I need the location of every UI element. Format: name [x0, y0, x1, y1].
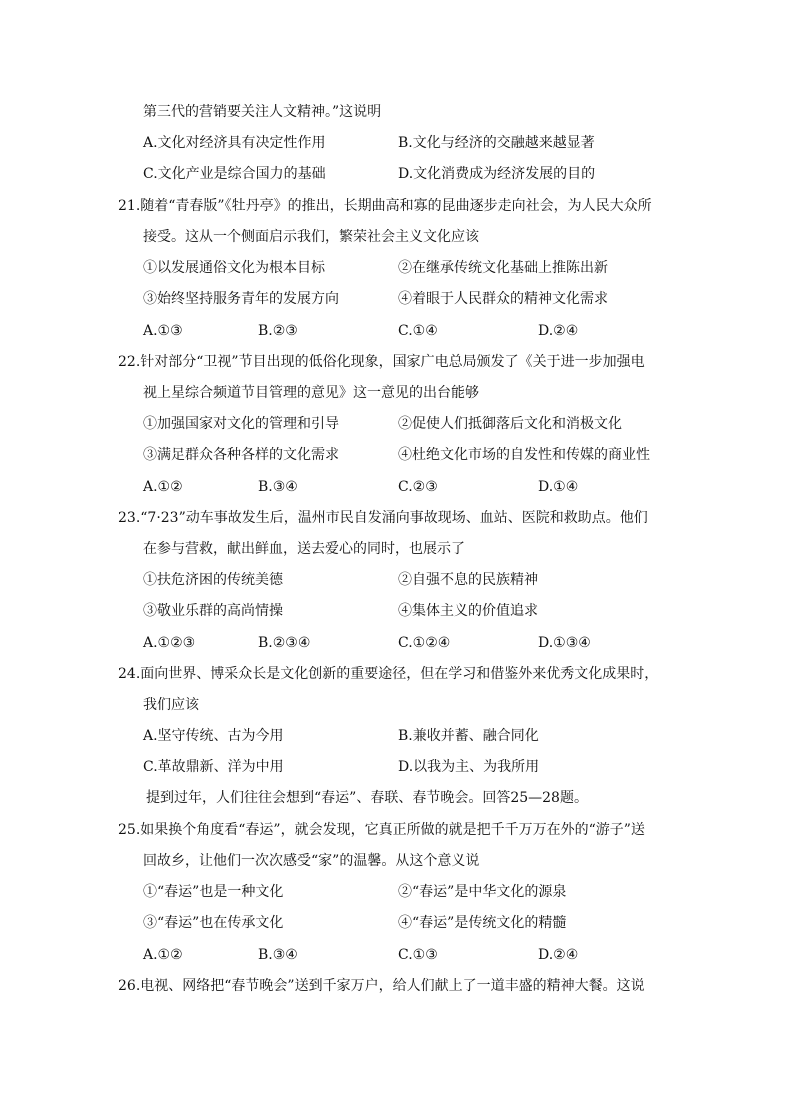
question-23-stem-cont: 在参与营救，献出鲜血，送去爱心的同时，也展示了 — [143, 541, 465, 557]
q21-option-c: C.①④ — [398, 323, 438, 339]
section-intro: 提到过年，人们往往会想到“春运”、春联、春节晚会。回答25—28题。 — [146, 790, 588, 806]
q25-option-d: D.②④ — [538, 947, 579, 963]
q23-option-b: B.②③④ — [258, 635, 311, 651]
question-24-stem: 24.面向世界、博采众长是文化创新的重要途径，但在学习和借鉴外来优秀文化成果时， — [118, 666, 659, 682]
q25-item-4: ④“春运”是传统文化的精髓 — [398, 915, 567, 931]
question-21-stem: 21.随着“青春版”《牡丹亭》的推出，长期曲高和寡的昆曲逐步走向社会，为人民大众所 — [118, 198, 652, 214]
q23-item-1: ①扶危济困的传统美德 — [143, 572, 283, 588]
q25-item-2: ②“春运”是中华文化的源泉 — [398, 884, 567, 900]
q23-option-d: D.①③④ — [538, 635, 591, 651]
q25-option-c: C.①③ — [398, 947, 438, 963]
q23-option-a: A.①②③ — [143, 635, 196, 651]
q24-option-c: C.革故鼎新、洋为中用 — [143, 759, 284, 775]
question-20-continuation: 第三代的营销要关注人文精神。”这说明 — [143, 104, 382, 120]
question-25-stem: 25.如果换个角度看“春运”，就会发现，它真正所做的就是把千千万万在外的“游子”送 — [118, 822, 645, 838]
q22-option-d: D.①④ — [538, 479, 579, 495]
q21-option-d: D.②④ — [538, 323, 579, 339]
q20-option-c: C.文化产业是综合国力的基础 — [143, 166, 326, 182]
q21-option-a: A.①③ — [143, 323, 183, 339]
q20-option-d: D.文化消费成为经济发展的目的 — [398, 166, 596, 182]
q23-item-3: ③敬业乐群的高尚情操 — [143, 603, 283, 619]
q25-option-a: A.①② — [143, 947, 183, 963]
question-22-stem-cont: 视上星综合频道节目管理的意见》这一意见的出台能够 — [143, 385, 479, 401]
q21-item-3: ③始终坚持服务青年的发展方向 — [143, 291, 339, 307]
q23-item-2: ②自强不息的民族精神 — [398, 572, 538, 588]
q21-option-b: B.②③ — [258, 323, 298, 339]
q22-item-3: ③满足群众各种各样的文化需求 — [143, 447, 339, 463]
q21-item-2: ②在继承传统文化基础上推陈出新 — [398, 260, 608, 276]
q20-option-a: A.文化对经济具有决定性作用 — [143, 135, 326, 151]
q20-option-b: B.文化与经济的交融越来越显著 — [398, 135, 595, 151]
q25-option-b: B.③④ — [258, 947, 298, 963]
q24-option-b: B.兼收并蓄、融合同化 — [398, 728, 539, 744]
q25-item-1: ①“春运”也是一种文化 — [143, 884, 284, 900]
q22-option-b: B.③④ — [258, 479, 298, 495]
question-26-stem: 26.电视、网络把“春节晚会”送到千家万户，给人们献上了一道丰盛的精神大餐。这说 — [118, 978, 645, 994]
q21-item-4: ④着眼于人民群众的精神文化需求 — [398, 291, 608, 307]
q22-item-2: ②促使人们抵御落后文化和消极文化 — [398, 416, 622, 432]
q25-item-3: ③“春运”也在传承文化 — [143, 915, 284, 931]
q24-option-d: D.以我为主、为我所用 — [398, 759, 540, 775]
q21-item-1: ①以发展通俗文化为根本目标 — [143, 260, 325, 276]
q22-option-a: A.①② — [143, 479, 183, 495]
question-24-stem-cont: 我们应该 — [143, 697, 199, 713]
question-22-stem: 22.针对部分“卫视”节目出现的低俗化现象，国家广电总局颁发了《关于进一步加强电 — [118, 354, 645, 370]
q24-option-a: A.坚守传统、古为今用 — [143, 728, 284, 744]
q22-option-c: C.②③ — [398, 479, 438, 495]
q22-item-4: ④杜绝文化市场的自发性和传媒的商业性 — [398, 447, 650, 463]
q22-item-1: ①加强国家对文化的管理和引导 — [143, 416, 339, 432]
q23-option-c: C.①②④ — [398, 635, 451, 651]
question-21-stem-cont: 接受。这从一个侧面启示我们，繁荣社会主义文化应该 — [143, 229, 479, 245]
question-25-stem-cont: 回故乡，让他们一次次感受“家”的温馨。从这个意义说 — [143, 853, 480, 869]
question-23-stem: 23.“7·23”动车事故发生后，温州市民自发涌向事故现场、血站、医院和救助点。他们 — [118, 510, 648, 526]
q23-item-4: ④集体主义的价值追求 — [398, 603, 538, 619]
